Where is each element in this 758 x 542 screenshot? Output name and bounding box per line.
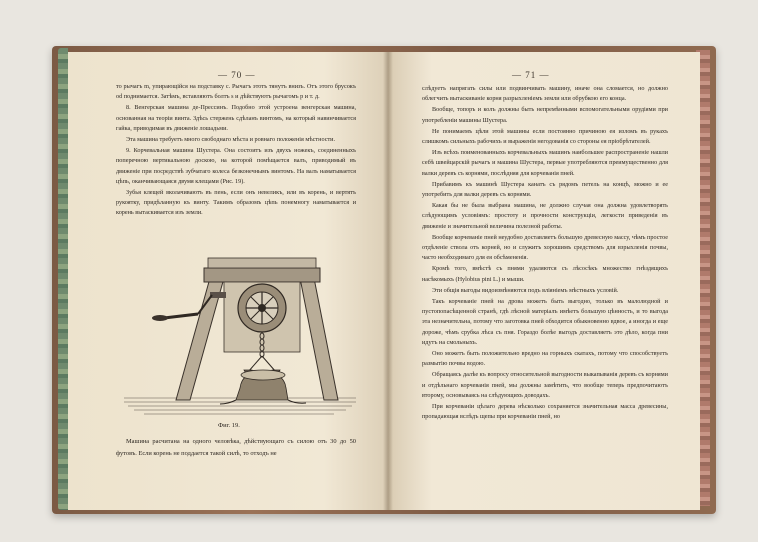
paragraph: Эта машина требуетъ много свободнаго мѣста и ровнаго положенія мѣстности.: [126, 136, 336, 144]
paragraph: Изъ всѣхъ поименованныхъ корчевальныхъ машинъ наибольшее распространеніе нашли себѣ швейцарскій рычагъ и машина Шустера, первые употребляются преимущественно для валки деревъ съ корнями, послѣдняя для корчеванія пней.: [422, 149, 668, 177]
paragraph: Эти общія выгоды видоизмѣняются подъ вліяніемъ мѣстныхъ условій.: [432, 286, 619, 294]
paragraph: Вообще, топоръ и колъ должны быть непремѣнными вспомогательными орудіями при употребленіи машины Шустера.: [422, 106, 668, 124]
paragraph: Не понимаемъ цѣли этой машины если постоянно причиною ея изломъ въ рукахъ слишкомъ сильныхъ рабочихъ и выраженія негодованія со стороны ея пріобрѣтателей.: [422, 127, 668, 146]
paragraph: Какая бы не была выбрана машина, не должно случая она должна удовлетворять слѣдующимъ условіямъ: простоту и прочности конструкціи, легкости приведенія въ движеніе и значительной величина полезной работы.: [422, 202, 668, 230]
stump: [220, 370, 306, 404]
left-page-text: [116, 82, 356, 220]
left-page: [68, 52, 388, 510]
paragraph: Оно можетъ быть положительно вредно на горныхъ скатахъ, потому что способствуетъ размытію почвы водою.: [422, 350, 668, 368]
book-gutter: [383, 52, 393, 510]
right-page-text: [422, 84, 668, 424]
paragraph: слѣдуетъ напрягать силы или подвинчивать машину, иначе она сломается, но должно облегчить вытаскиваніе корня разрыхленіемъ земли или обрубкою его конца.: [422, 85, 668, 103]
paragraph: Зубья клещей вколачиваютъ въ пень, если онъ невеликъ, или въ корень, и вертятъ рукоятку, придѣланную къ винту. Такимъ образомъ цѣпь понемногу наматывается и корень вытаскивается изъ земли.: [116, 189, 356, 217]
paragraph: 9. Корчевальная машина Шустера. Она состоитъ изъ двухъ ножекъ, соединенныхъ поперечною вертикальною доскою, на которой помѣщается валъ, приводимый въ движеніе при посредствѣ зубчатаго колеса безконечнымъ винтомъ. На валъ наматывается цѣпь, оканчивающаяся двумя клещами (Рис. 19).: [116, 147, 356, 185]
paragraph: 8. Венгерская машина де-Прессинъ. Подобно этой устроена венгерская машина, основанная на теоріи винта. Здѣсь стержень сдѣланъ винтомъ, на который навинчивается гайка, приводимая въ движеніе лошадьми.: [116, 104, 356, 132]
paragraph: Обращаясь далѣе къ вопросу относительной выгодности выкапыванія деревъ съ корнями и отдѣльнаго корчеванія пней, мы должны замѣтить, что вообще теперь предпочитаютъ второму, основываясь на слѣдующихъ доводахъ.: [422, 371, 668, 399]
paragraph: Вообще корчеваніе пней неудобно доставляетъ большую древесную массу, чѣмъ простое отдѣленіе ствола отъ корней, но и служитъ хорошимъ средствомъ для взрыхленія почвы, часто необходимаго для ея обсѣмененія.: [422, 233, 668, 262]
paragraph: Прибавимъ къ машинѣ Шустера канатъ съ рядомъ петель на концѣ, можно и ее употребить для валки деревъ съ корнями.: [422, 180, 668, 199]
right-page: [388, 52, 700, 510]
figure-19-stump-puller-illustration: [124, 248, 356, 418]
page-number: — 71 —: [512, 70, 550, 80]
paragraph: Такъ корчеваніе пней на дрова можетъ быть выгодно, только въ малолюдной и пустопопасѣщенной странѣ, гдѣ лѣсной матеріалъ имѣетъ большую цѣнность, и то выгода эта незначительна, потому что заготовка пней обходится обыкновенно вдвое, а иногда и еще дороже, чѣмъ срубка лѣса съ пня. Гораздо болѣе выгодъ доставляетъ это дѣло, когда пни идутъ на смольныхъ.: [422, 298, 668, 346]
paragraph: Кромѣ того, вмѣстѣ съ пнями удаляются съ лѣсосѣкъ множество гнѣздящихъ насѣкомыхъ (Hylobius pini L.) и мыши.: [422, 265, 668, 283]
paragraph: При корчеваніи цѣлаго дерева нѣсколько сохраняется значительная масса древесины, пропадающая вслѣдъ щепы при корчеваніи пней, но: [422, 403, 668, 421]
paragraph: то рычагъ m, упирающійся на подставку c. Рычагъ этотъ тянутъ внизъ. Отъ этого брусокъ od поднимается. Затѣмъ, вставляютъ болтъ s и дѣйствуютъ рычагомъ p и т. д.: [116, 83, 356, 101]
paragraph: Машина расчитана на одного человѣка, дѣйствующаго съ силою отъ 30 до 50 футовъ. Если корень не поддается такой силѣ, то отходъ не: [116, 438, 356, 457]
left-page-bottom-text: [116, 436, 356, 461]
figure-caption: Фиг. 19.: [218, 422, 240, 429]
page-number: — 70 —: [218, 70, 256, 80]
book-spine-edge-left: [58, 48, 68, 510]
